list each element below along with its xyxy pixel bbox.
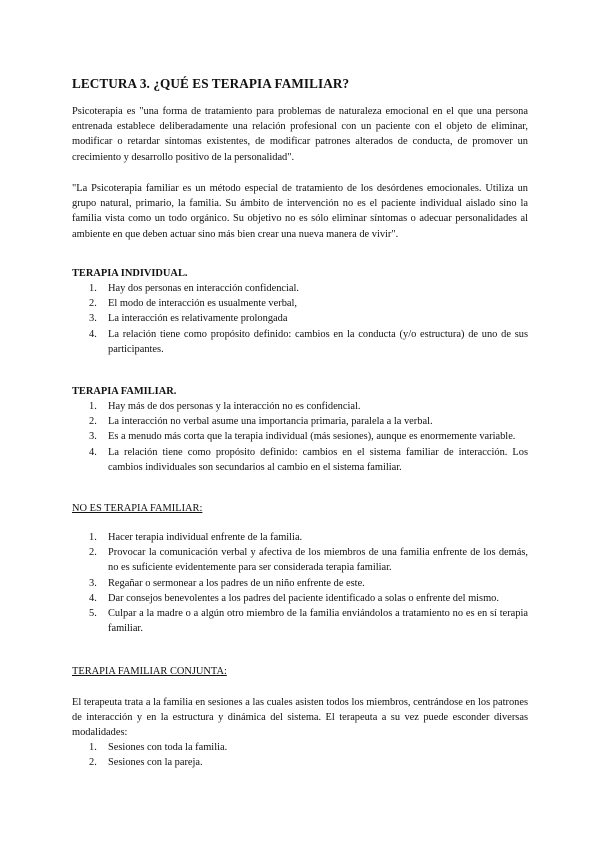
list-item-text: Dar consejos benevolentes a los padres del paciente identificado a solas o enfrente del mismo.	[108, 592, 499, 604]
list-item	[72, 296, 528, 311]
list-item-text: Hay dos personas en interacción confidencial.	[108, 283, 299, 294]
list-item	[72, 606, 528, 636]
page-title: LECTURA 3. ¿QUÉ ES TERAPIA FAMILIAR?	[72, 76, 350, 91]
list-item-text: Sesiones con la pareja.	[108, 757, 203, 769]
list-item-number: 4.	[89, 328, 97, 340]
list-item-text: La relación tiene como propósito definido: cambios en la conducta (y/o estructura) de uno de sus participantes.	[108, 328, 528, 355]
list-item	[72, 576, 528, 591]
list-item-text: Es a menudo más corta que la terapia individual (más sesiones), aunque es enormemente variable.	[108, 431, 516, 443]
list-item-number: 3.	[89, 431, 97, 443]
list-item	[72, 530, 528, 545]
list-item-number: 5.	[89, 608, 97, 620]
list-item-number: 4.	[89, 446, 97, 458]
list-item-number: 2.	[89, 416, 97, 428]
list-item-text: La interacción es relativamente prolongada	[108, 313, 288, 325]
list-item	[72, 327, 528, 357]
list-item-number: 1.	[89, 283, 97, 294]
list-item-text: Sesiones con toda la familia.	[108, 742, 228, 753]
list-item-text: La relación tiene como propósito definido: cambios en el sistema familiar de interacción. Los cambios individuales son secundarios al cambio en el sistema familiar.	[108, 446, 528, 473]
paragraph-terapia-conjunta: El terapeuta trata a la familia en sesiones a las cuales asisten todos los miembros, centrándose en los patrones de interacción y en la estructura y dinámica del sistema. El terapeuta a su vez puede esconder diversas modalidades:	[72, 697, 528, 739]
list-item-number: 1.	[89, 401, 97, 412]
list-item	[72, 281, 528, 296]
list-item	[72, 445, 528, 475]
list-item	[72, 311, 528, 326]
list-item-number: 4.	[89, 592, 97, 604]
list-item-text: Hacer terapia individual enfrente de la familia.	[108, 532, 303, 543]
list-item-text: Culpar a la madre o a algún otro miembro de la familia enviándolos a tratamiento no es en sí terapia familiar.	[108, 608, 528, 635]
list-item-number: 1.	[89, 742, 97, 753]
list-item	[72, 429, 528, 444]
paragraph-psicoterapia: Psicoterapia es "una forma de tratamiento para problemas de naturaleza emocional en el que una persona entrenada establece deliberadamente una relación profesional con un paciente con el objeto de eliminar, modificar o retardar síntomas existentes, de modificar patrones alterados de conducta, de promover un crecimiento y desarrollo positivo de la personalidad".	[72, 106, 528, 163]
heading-terapia-individual: TERAPIA INDIVIDUAL.	[72, 268, 188, 279]
list-item-number: 3.	[89, 577, 97, 589]
list-terapia-individual	[72, 281, 528, 357]
list-terapia-familiar-conjunta	[72, 740, 528, 770]
list-item-text: El modo de interacción es usualmente verbal,	[108, 298, 297, 310]
list-no-es-terapia-familiar	[72, 530, 528, 636]
list-item-number: 2.	[89, 547, 97, 559]
heading-terapia-familiar: TERAPIA FAMILIAR.	[72, 386, 177, 397]
list-item	[72, 755, 528, 770]
list-item	[72, 591, 528, 606]
list-item-text: Hay más de dos personas y la interacción no es confidencial.	[108, 401, 361, 412]
heading-no-es-terapia-familiar: NO ES TERAPIA FAMILIAR:	[72, 503, 203, 514]
list-item	[72, 399, 528, 414]
list-item-text: La interacción no verbal asume una importancia primaria, paralela a la verbal.	[108, 416, 433, 428]
list-item-number: 2.	[89, 757, 97, 769]
list-item-number: 2.	[89, 298, 97, 310]
list-item-number: 3.	[89, 313, 97, 325]
paragraph-psicoterapia-familiar: "La Psicoterapia familiar es un método especial de tratamiento de los desórdenes emocionales. Utiliza un grupo natural, primario, la familia. Su ámbito de intervención no es el paciente individual aislado sino la familia vista como un todo orgánico. Su objetivo no es sólo eliminar síntomas o adecuar personalidades al ambiente en que deben actuar sino más bien crear una nueva manera de vivir".	[72, 183, 528, 240]
list-item-text: Regañar o sermonear a los padres de un niño enfrente de este.	[108, 577, 365, 589]
list-item	[72, 545, 528, 575]
heading-terapia-familiar-conjunta: TERAPIA FAMILIAR CONJUNTA:	[72, 666, 227, 677]
list-item	[72, 414, 528, 429]
list-item	[72, 740, 528, 755]
list-item-number: 1.	[89, 532, 97, 543]
list-item-text: Provocar la comunicación verbal y afectiva de los miembros de una familia enfrente de los demás, no es suficiente evidentemente para ser considerada terapia familiar.	[108, 547, 528, 574]
list-terapia-familiar	[72, 399, 528, 475]
